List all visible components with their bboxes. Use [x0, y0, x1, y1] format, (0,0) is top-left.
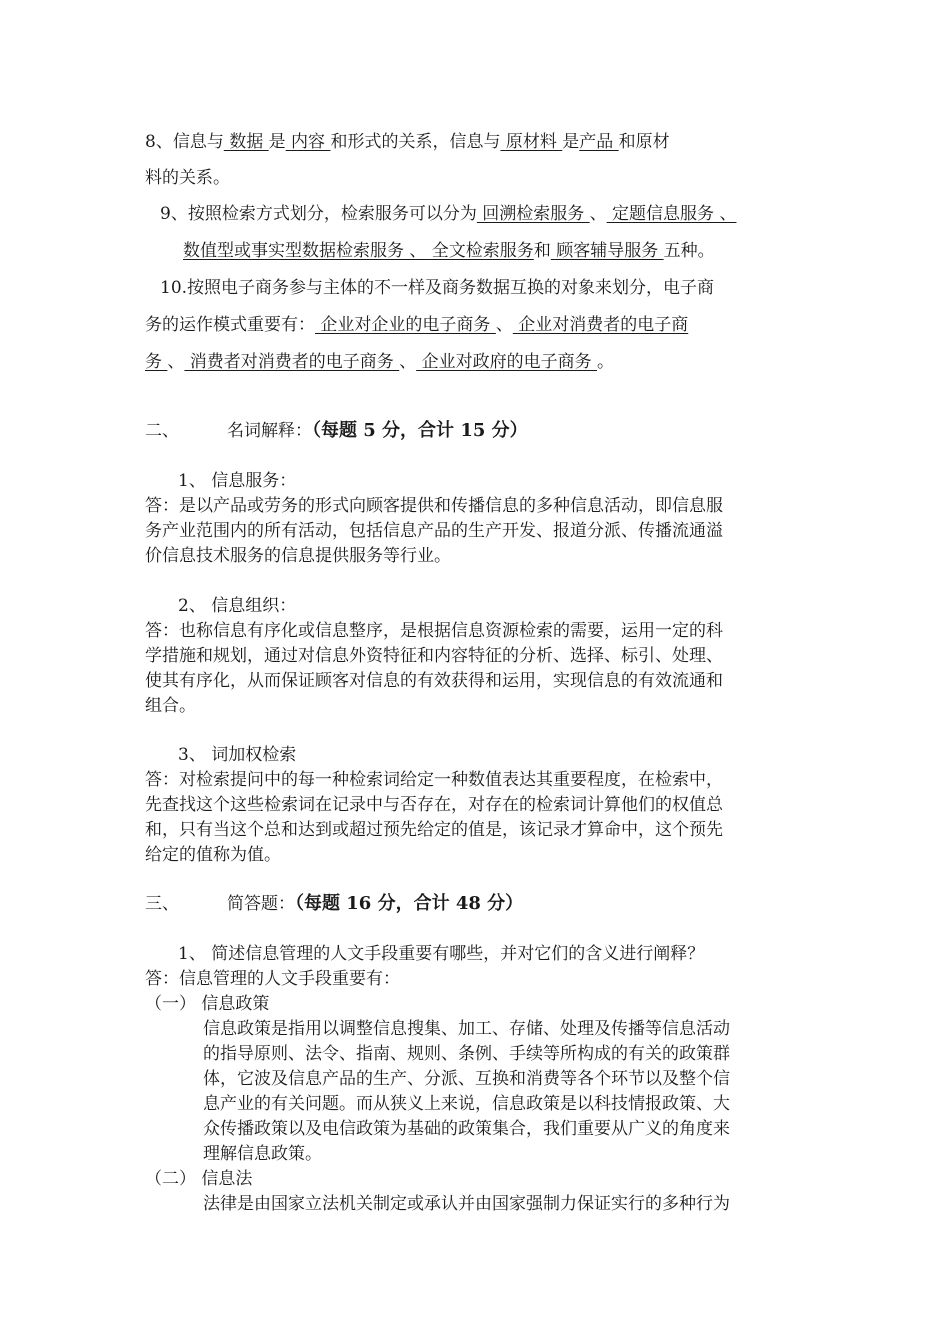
q8-answer-3: 原材料 [500, 132, 563, 152]
q8-line-2: 料的关系。 [145, 168, 230, 188]
subsection-1-line: 信息政策是指用以调整信息搜集、加工、存储、处理及传播等信息活动 [203, 1019, 730, 1039]
subsection-1-line: 理解信息政策。 [203, 1144, 322, 1164]
q10-text: 、 [167, 352, 185, 372]
q10-text: 、 [399, 352, 417, 372]
term-answer-line: 务产业范围内的所有活动，包括信息产品的生产开发、报道分派、传播流通溢 [145, 521, 723, 541]
answer-intro: 答：信息管理的人文手段重要有： [145, 969, 400, 989]
q10-answer-2: 企业对消费者的电子商 [512, 315, 689, 335]
q8-line-1 [145, 127, 670, 152]
term-title: 1、 信息服务： [178, 471, 297, 491]
q10-line-3 [145, 347, 614, 372]
subsection-1-line: 的指导原则、法令、指南、规则、条例、手续等所构成的有关的政策群 [203, 1044, 730, 1064]
q9-answer-1: 回溯检索服务 [476, 204, 590, 224]
term-title: 2、 信息组织： [178, 596, 297, 616]
section-3-heading [145, 889, 523, 915]
term-answer-line: 和，只有当这个总和达到或超过预先给定的值是，该记录才算命中，这个预先 [145, 820, 723, 840]
subsection-1-title: （一） 信息政策 [145, 994, 270, 1014]
term-title: 3、 词加权检索 [178, 745, 297, 765]
section-score-note: （每题 16 分，合计 48 分） [295, 893, 524, 914]
q8-text: 是 [268, 132, 286, 152]
q9-text: 、 [589, 204, 607, 224]
q10-answer-1: 企业对企业的电子商务 [315, 315, 496, 335]
term-answer-line: 组合。 [145, 696, 196, 716]
term-answer-line: 使其有序化，从而保证顾客对信息的有效获得和运用，实现信息的有效流通和 [145, 671, 723, 691]
q9-line-2 [183, 236, 715, 261]
q9-answer-2: 定题信息服务 、 [606, 204, 737, 224]
term-answer-line: 答：是以产品或劳务的形式向顾客提供和传播信息的多种信息活动，即信息服 [145, 496, 723, 516]
q9-answer-4: 全文检索服务 [426, 241, 534, 261]
term-answer-line: 学措施和规划，通过对信息外资特征和内容特征的分析、选择、标引、处理、 [145, 646, 723, 666]
term-answer-line: 答：也称信息有序化或信息整序，是根据信息资源检索的需要，运用一定的科 [145, 621, 723, 641]
q8-text: 和原材 [618, 132, 670, 152]
subsection-1-line: 体，它波及信息产品的生产、分派、互换和消费等各个环节以及整个信 [203, 1069, 730, 1089]
q10-line-1: 10.按照电子商务参与主体的不一样及商务数据互换的对象来划分，电子商 [160, 278, 715, 298]
term-answer-line: 答：对检索提问中的每一种检索词给定一种数值表达其重要程度，在检索中， [145, 770, 723, 790]
section-number: 二、 [145, 421, 179, 441]
q8-text: 是 [562, 132, 580, 152]
term-answer-line: 价信息技术服务的信息提供服务等行业。 [145, 546, 451, 566]
q10-text: 、 [495, 315, 513, 335]
subsection-2-line: 法律是由国家立法机关制定或承认并由国家强制力保证实行的多种行为 [203, 1194, 730, 1214]
q10-line-2 [145, 310, 688, 335]
question-1: 1、 简述信息管理的人文手段重要有哪些，并对它们的含义进行阐释？ [178, 944, 705, 964]
section-title: 名词解释： [227, 421, 312, 441]
q10-answer-3: 消费者对消费者的电子商务 [184, 352, 400, 372]
subsection-1-line: 众传播政策以及电信政策为基础的政策集合，我们重要从广义的角度来 [203, 1119, 730, 1139]
section-number: 三、 [145, 894, 179, 914]
q9-line-1 [160, 199, 736, 224]
term-answer-line: 给定的值称为值。 [145, 845, 281, 865]
section-2-heading [145, 416, 528, 442]
q10-text: 务的运作模式重要有： [145, 315, 315, 335]
subsection-1-line: 息产业的有关问题。而从狭义上来说，信息政策是以科技情报政策、大 [203, 1094, 730, 1114]
q8-answer-1: 数据 [223, 132, 269, 152]
q9-text: 五种。 [663, 241, 715, 261]
q9-answer-3: 数值型或事实型数据检索服务 、 [183, 241, 427, 261]
subsection-2-title: （二） 信息法 [145, 1169, 253, 1189]
q8-answer-4: 产品 [579, 132, 619, 152]
q10-text: 。 [597, 352, 615, 372]
section-score-note: （每题 5 分，合计 15 分） [312, 420, 528, 441]
q9-text: 和 [533, 241, 551, 261]
q8-text: 8、信息与 [145, 132, 224, 152]
section-title: 简答题： [227, 894, 295, 914]
q8-answer-2: 内容 [285, 132, 331, 152]
q8-text: 和形式的关系，信息与 [330, 132, 501, 152]
q10-answer-4: 企业对政府的电子商务 [416, 352, 598, 372]
term-answer-line: 先查找这个这些检索词在记录中与否存在，对存在的检索词计算他们的权值总 [145, 795, 723, 815]
q9-answer-5: 顾客辅导服务 [550, 241, 664, 261]
q10-answer-2-cont: 务 [145, 352, 168, 372]
q9-text: 9、按照检索方式划分，检索服务可以分为 [160, 204, 477, 224]
